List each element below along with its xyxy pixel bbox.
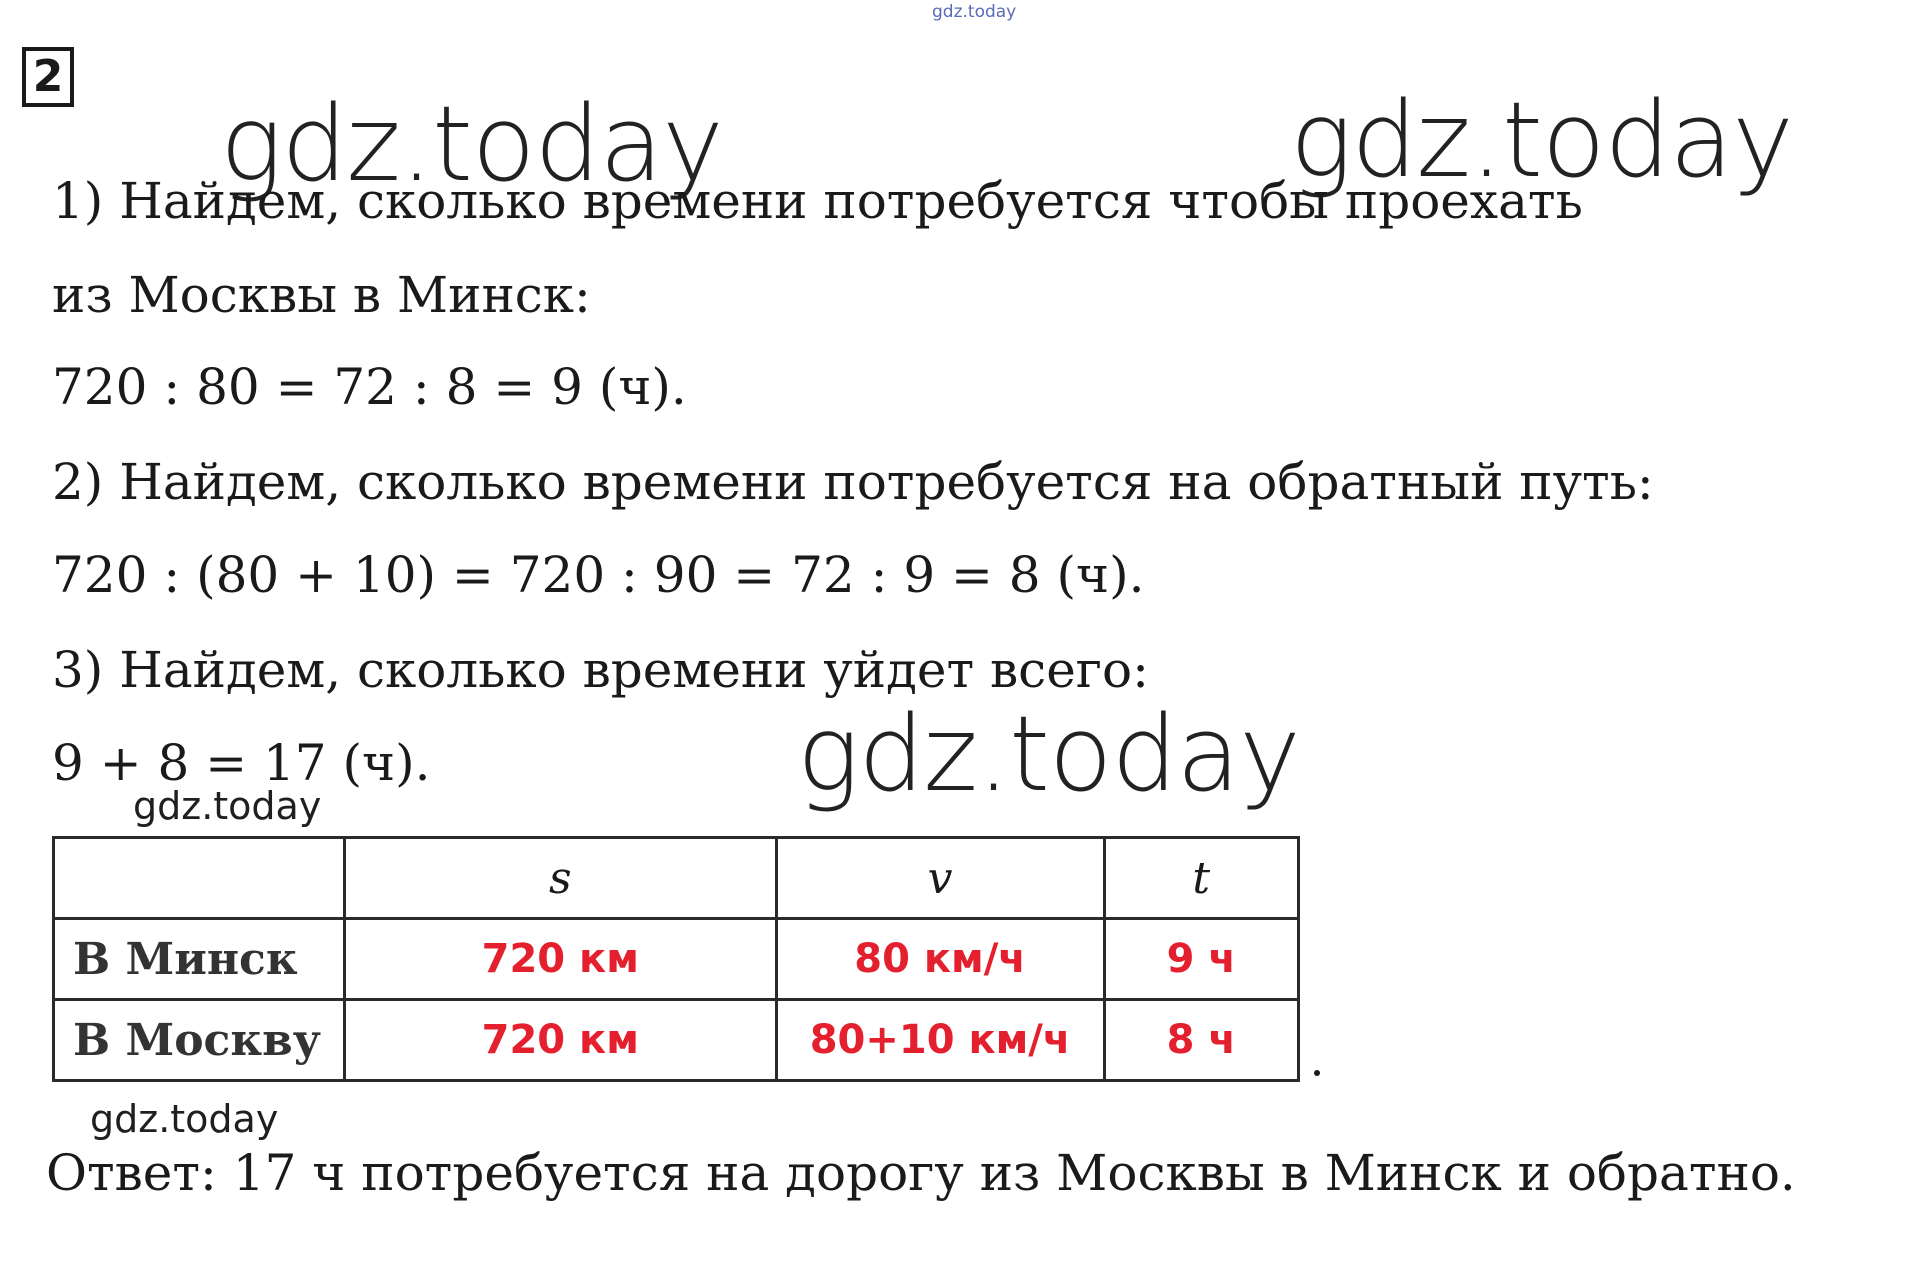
table-header-row — [54, 838, 1299, 919]
table-header-t: t — [1104, 838, 1298, 919]
answer-line: Ответ: 17 ч потребуется на дорогу из Москвы в Минск и обратно. — [46, 1144, 1796, 1202]
row-label: В Москву — [54, 1000, 345, 1081]
table-row — [54, 919, 1299, 1000]
cell-speed: 80 км/ч — [776, 919, 1104, 1000]
solution-step-2-heading: 2) Найдем, сколько времени потребуется на обратный путь: — [52, 453, 1654, 511]
cell-time: 9 ч — [1104, 919, 1298, 1000]
watermark-large: gdz.today — [1290, 79, 1793, 201]
task-number-badge: 2 — [22, 47, 74, 107]
solution-step-1-calc: 720 : 80 = 72 : 8 = 9 (ч). — [52, 358, 687, 416]
solution-step-1-heading: 1) Найдем, сколько времени потребуется чтобы проехать — [52, 172, 1583, 230]
period-dot — [1314, 1070, 1320, 1076]
cell-distance: 720 км — [345, 1000, 777, 1081]
motion-table — [52, 836, 1300, 1082]
solution-step-3-heading: 3) Найдем, сколько времени уйдет всего: — [52, 641, 1149, 699]
table-header-s: s — [345, 838, 777, 919]
watermark-large: gdz.today — [797, 693, 1300, 815]
watermark-small: gdz.today — [90, 1097, 279, 1141]
table-row — [54, 1000, 1299, 1081]
solution-step-2-calc: 720 : (80 + 10) = 720 : 90 = 72 : 9 = 8 (ч). — [52, 546, 1145, 604]
cell-time: 8 ч — [1104, 1000, 1298, 1081]
table-header-v: v — [776, 838, 1104, 919]
watermark-large: gdz.today — [220, 83, 723, 205]
watermark-top: gdz.today — [932, 2, 1017, 22]
row-label: В Минск — [54, 919, 345, 1000]
solution-step-1-heading-cont: из Москвы в Минск: — [52, 266, 591, 324]
cell-speed: 80+10 км/ч — [776, 1000, 1104, 1081]
solution-step-3-calc: 9 + 8 = 17 (ч). — [52, 734, 431, 792]
watermark-small: gdz.today — [133, 784, 322, 828]
table-header-empty — [54, 838, 345, 919]
cell-distance: 720 км — [345, 919, 777, 1000]
